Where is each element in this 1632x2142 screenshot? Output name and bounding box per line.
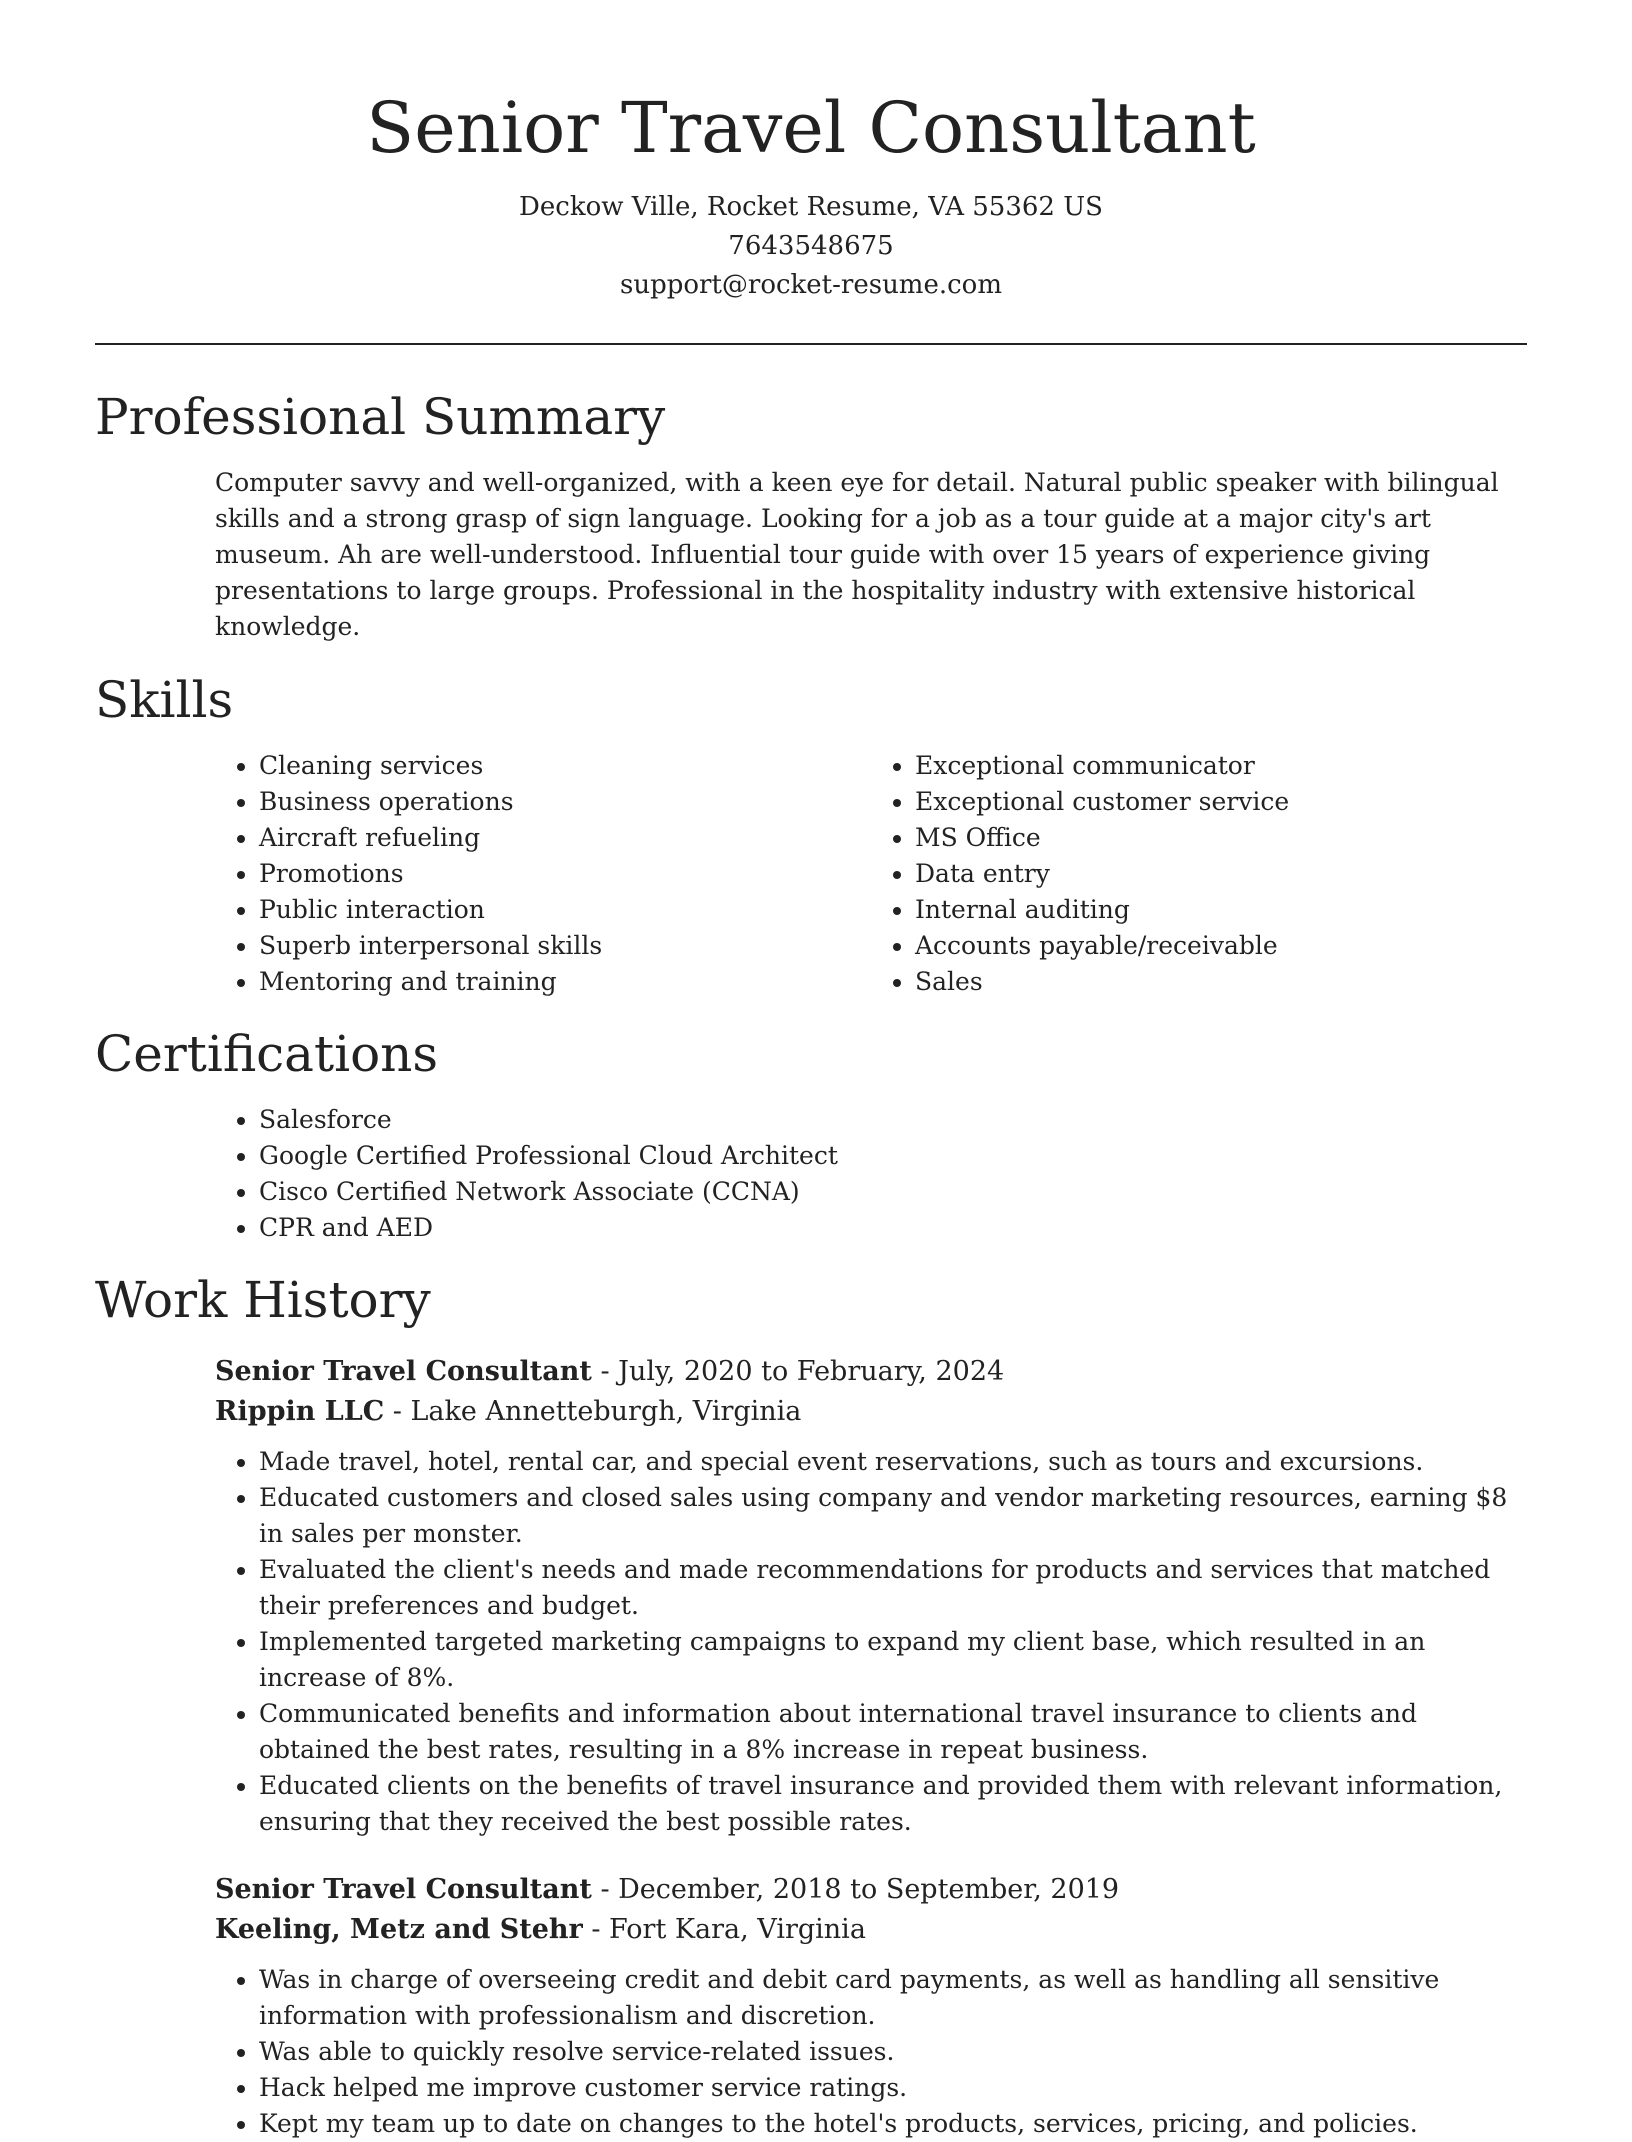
job-bullet: • Was able to quickly resolve service-related issues. xyxy=(259,2034,1527,2070)
job-bullet: • Hack helped me improve customer service ratings. xyxy=(259,2070,1527,2106)
job-role: Senior Travel Consultant xyxy=(215,1874,592,1905)
job-bullets xyxy=(215,1962,1527,2142)
skill-item: • Superb interpersonal skills xyxy=(259,928,871,964)
resume-page xyxy=(95,0,1527,2142)
skills-columns xyxy=(215,748,1527,1000)
job-employer xyxy=(215,1910,1527,1950)
skills-section xyxy=(95,670,1527,1000)
job-role: Senior Travel Consultant xyxy=(215,1356,592,1387)
job-entry xyxy=(215,1352,1527,1840)
job-header xyxy=(215,1352,1527,1392)
job-bullet: • Communicated benefits and information about international travel insurance to clients and obtained the best rates, resulting in a 8% increase in repeat business. xyxy=(259,1696,1527,1768)
skill-item: • Accounts payable/receivable xyxy=(915,928,1527,964)
work-history-section xyxy=(95,1270,1527,2142)
job-bullets xyxy=(215,1444,1527,1840)
certification-item: • Google Certified Professional Cloud Architect xyxy=(259,1138,1527,1174)
certifications-heading: Certifications xyxy=(95,1025,439,1083)
email: support@rocket-resume.com xyxy=(619,270,1002,300)
job-employer xyxy=(215,1392,1527,1432)
contact-info xyxy=(95,188,1527,305)
job-bullet: • Evaluated the client's needs and made recommendations for products and services that matched their preferences and budget. xyxy=(259,1552,1527,1624)
skill-item: • Exceptional customer service xyxy=(915,784,1527,820)
address: Deckow Ville, Rocket Resume, VA 55362 US xyxy=(519,192,1103,222)
job-bullet: • Kept my team up to date on changes to the hotel's products, services, pricing, and policies. xyxy=(259,2106,1527,2142)
job-location: - Lake Annetteburgh, Virginia xyxy=(384,1396,802,1427)
skills-list-left xyxy=(215,748,871,1000)
phone: 7643548675 xyxy=(728,231,894,261)
skill-item: • Aircraft refueling xyxy=(259,820,871,856)
skill-item: • Promotions xyxy=(259,856,871,892)
skill-item: • Internal auditing xyxy=(915,892,1527,928)
work-history-heading: Work History xyxy=(95,1271,431,1329)
skill-item: • Business operations xyxy=(259,784,871,820)
skill-item: • MS Office xyxy=(915,820,1527,856)
job-bullet: • Educated clients on the benefits of travel insurance and provided them with relevant information, ensuring that they received the best possible rates. xyxy=(259,1768,1527,1840)
skill-item: • Public interaction xyxy=(259,892,871,928)
job-entry xyxy=(215,1870,1527,2142)
skill-item: • Exceptional communicator xyxy=(915,748,1527,784)
job-bullet: • Implemented targeted marketing campaigns to expand my client base, which resulted in an increase of 8%. xyxy=(259,1624,1527,1696)
skill-item: • Data entry xyxy=(915,856,1527,892)
job-bullet: • Was in charge of overseeing credit and debit card payments, as well as handling all sensitive information with professionalism and discretion. xyxy=(259,1962,1527,2034)
job-location: - Fort Kara, Virginia xyxy=(582,1914,866,1945)
job-dates: - July, 2020 to February, 2024 xyxy=(591,1356,1005,1387)
summary-heading: Professional Summary xyxy=(95,388,666,446)
certifications-list xyxy=(215,1102,1527,1246)
job-bullet: • Made travel, hotel, rental car, and special event reservations, such as tours and excursions. xyxy=(259,1444,1527,1480)
certifications-section xyxy=(95,1024,1527,1246)
job-bullet: • Educated customers and closed sales using company and vendor marketing resources, earning $8 in sales per monster. xyxy=(259,1480,1527,1552)
certification-item: • Salesforce xyxy=(259,1102,1527,1138)
skills-heading: Skills xyxy=(95,671,234,729)
summary-text: Computer savvy and well-organized, with a keen eye for detail. Natural public speaker with bilingual skills and a strong grasp of sign language. Looking for a job as a tour guide at a major city's art museum. Ah are well-understood. Influential tour guide with over 15 years of experience giving presentations to large groups. Professional in the hospitality industry with extensive historical knowledge. xyxy=(215,468,1499,641)
job-header xyxy=(215,1870,1527,1910)
job-dates: - December, 2018 to September, 2019 xyxy=(591,1874,1120,1905)
skills-list-right xyxy=(871,748,1527,1000)
certification-item: • CPR and AED xyxy=(259,1210,1527,1246)
summary-section xyxy=(95,387,1527,645)
certification-item: • Cisco Certified Network Associate (CCNA) xyxy=(259,1174,1527,1210)
job-company: Keeling, Metz and Stehr xyxy=(215,1914,583,1945)
skill-item: • Sales xyxy=(915,964,1527,1000)
skill-item: • Mentoring and training xyxy=(259,964,871,1000)
job-company: Rippin LLC xyxy=(215,1396,385,1427)
candidate-name: Senior Travel Consultant xyxy=(366,87,1256,169)
skill-item: • Cleaning services xyxy=(259,748,871,784)
header-divider xyxy=(95,343,1527,345)
